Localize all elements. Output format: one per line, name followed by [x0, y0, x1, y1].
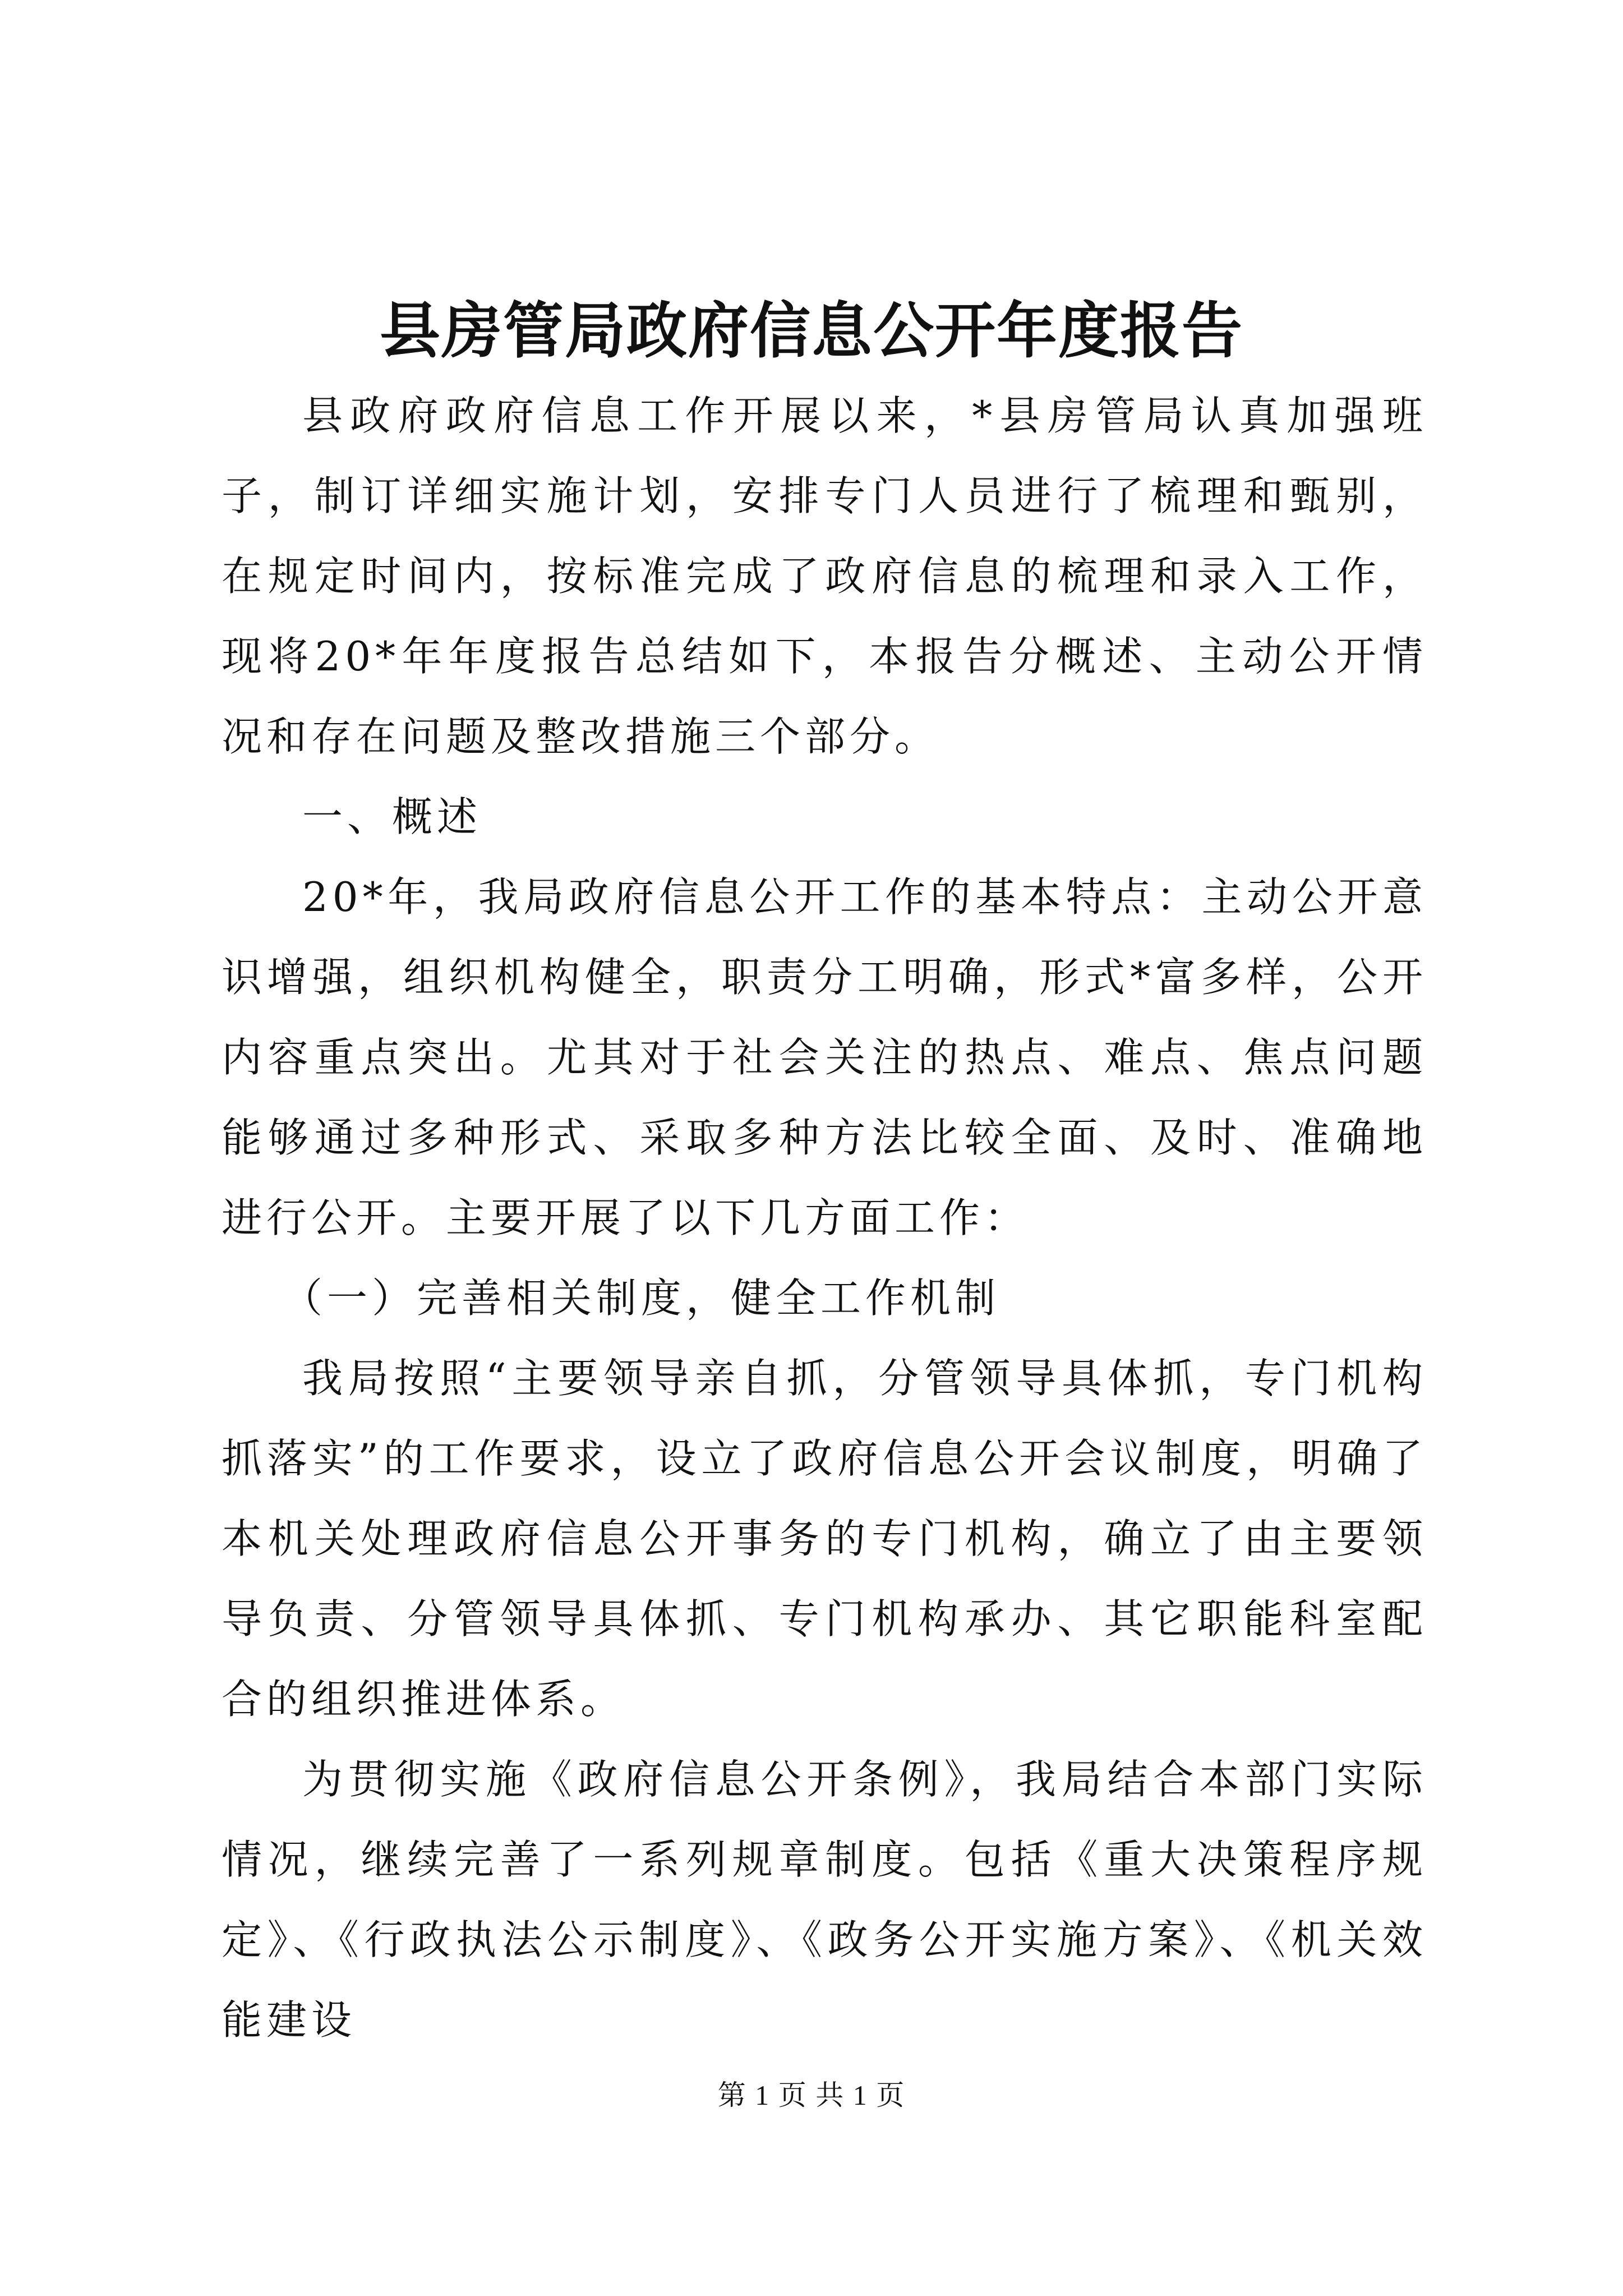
paragraph-organization: 我局按照“主要领导亲自抓，分管领导具体抓，专门机构抓落实”的工作要求，设立了政府信息公开会议制度，明确了本机关处理政府信息公开事务的专门机构，确立了由主要领导负责、分管领导具体抓、专门机构承办、其它职能科室配合的组织推进体系。	[222, 1355, 1427, 1723]
paragraph-intro: 县政府政府信息工作开展以来，*县房管局认真加强班子，制订详细实施计划，安排专门人员进行了梳理和甄别，在规定时间内，按标准完成了政府信息的梳理和录入工作，现将20*年年度报告总结如下，本报告分概述、主动公开情况和存在问题及整改措施三个部分。	[222, 392, 1427, 760]
document-title: 县房管局政府信息公开年度报告	[379, 296, 1243, 366]
paragraph-overview: 20*年，我局政府信息公开工作的基本特点：主动公开意识增强，组织机构健全，职责分工明确，形式*富多样，公开内容重点突出。尤其对于社会关注的热点、难点、焦点问题能够通过多种形式、采取多种方法比较全面、及时、准确地进行公开。主要开展了以下几方面工作：	[222, 873, 1427, 1241]
document-body	[222, 376, 1427, 2060]
page-footer: 第 1 页 共 1 页	[717, 2079, 906, 2111]
paragraph-regulations: 为贯彻实施《政府信息公开条例》，我局结合本部门实际情况，继续完善了一系列规章制度。包括《重大决策程序规定》、《行政执法公示制度》、《政务公开实施方案》、《机关效能建设	[222, 1756, 1427, 2044]
subsection-heading: （一）完善相关制度，健全工作机制	[282, 1274, 1000, 1322]
section-heading-overview: 一、概述	[302, 793, 482, 840]
